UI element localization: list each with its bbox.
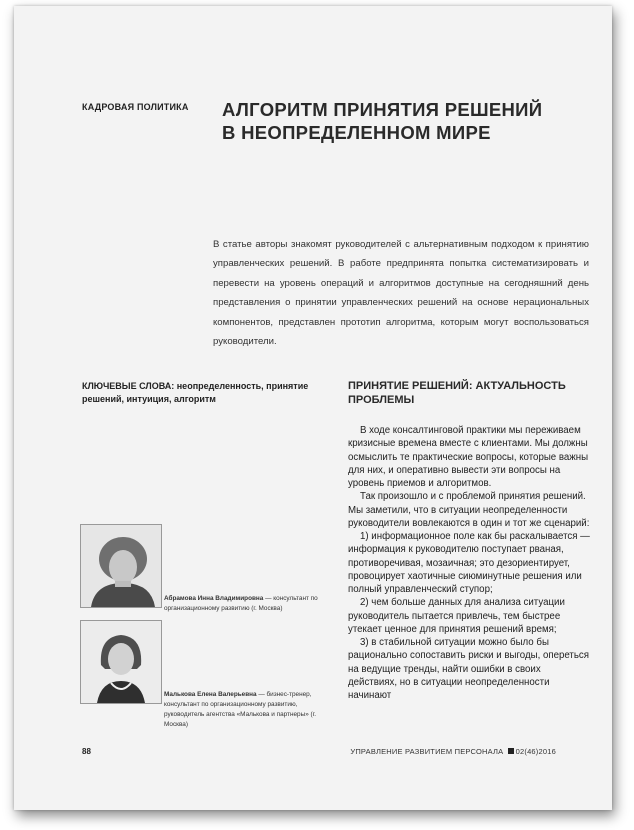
author-photo-abramova bbox=[80, 524, 162, 608]
square-separator-icon bbox=[508, 748, 514, 754]
body-paragraph: 2) чем больше данных для анализа ситуации руководитель пытается привлечь, тем быстрее утекает ценное для принятия решений время; bbox=[348, 597, 565, 635]
keywords: КЛЮЧЕВЫЕ СЛОВА: неопределенность, принятие решений, интуиция, алгоритм bbox=[82, 381, 309, 404]
article-body bbox=[348, 424, 590, 702]
article-title bbox=[222, 98, 542, 144]
body-paragraph: Так произошло и с проблемой принятия решений. Мы заметили, что в ситуации неопределенности руководители вовлекаются в один и тот же сценарий: bbox=[348, 491, 590, 529]
section-heading-line-1: ПРИНЯТИЕ РЕШЕНИЙ: АКТУАЛЬНОСТЬ bbox=[348, 380, 566, 392]
page-number: 88 bbox=[82, 747, 91, 756]
body-paragraph: 1) информационное поле как бы раскалывается — информация к руководителю поступает рваная, противоречивая, мозаичная; это дезориентирует, провоцирует хаотичные сиюминутные решения или полный управленческий ступор; bbox=[348, 531, 590, 595]
section-heading bbox=[348, 379, 598, 407]
author-name: Абрамова Инна Владимировна bbox=[164, 595, 264, 602]
author-role: — бизнес-тренер, консультант по организационному развитию, руководитель агентства «Малькова и партнеры» (г. Москва) bbox=[164, 691, 316, 728]
body-paragraph: В ходе консалтинговой практики мы переживаем кризисные времена вместе с клиентами. Мы должны осмыслить те практические вопросы, которые важны для них, и оперативно вывести эти вопросы на уровень приемов и алгоритмов. bbox=[348, 425, 589, 489]
body-paragraph: 3) в стабильной ситуации можно было бы рационально сопоставить риски и выгоды, опереться на ведущие тренды, найти ошибки в своих действиях, но в ситуации неопределенности начинают bbox=[348, 637, 589, 701]
author-caption-2 bbox=[164, 690, 332, 730]
article-abstract: В статье авторы знакомят руководителей с альтернативным подходом к принятию управленческих решений. В работе предпринята попытка систематизировать и перевести на уровень операций и алгоритмов доступные на сегодняшний день представления о принятии управленческих решений на основе нерациональных компонентов, представлен прототип алгоритма, которым могут воспользоваться руководители. bbox=[213, 239, 589, 348]
author-name: Малькова Елена Валерьевна bbox=[164, 691, 257, 698]
article-title-line-1: АЛГОРИТМ ПРИНЯТИЯ РЕШЕНИЙ bbox=[222, 99, 543, 120]
article-title-line-2: В НЕОПРЕДЕЛЕННОМ МИРЕ bbox=[222, 122, 491, 143]
magazine-page bbox=[14, 6, 612, 810]
journal-name: УПРАВЛЕНИЕ РАЗВИТИЕМ ПЕРСОНАЛА bbox=[350, 747, 504, 756]
author-role: — консультант по организационному развитию (г. Москва) bbox=[164, 595, 318, 612]
journal-issue: 02(46)2016 bbox=[515, 747, 556, 756]
author-caption-1 bbox=[164, 594, 332, 614]
author-photo-malkova bbox=[80, 620, 162, 704]
section-heading-line-2: ПРОБЛЕМЫ bbox=[348, 394, 415, 406]
journal-footer bbox=[350, 747, 556, 756]
section-label: КАДРОВАЯ ПОЛИТИКА bbox=[82, 102, 189, 112]
